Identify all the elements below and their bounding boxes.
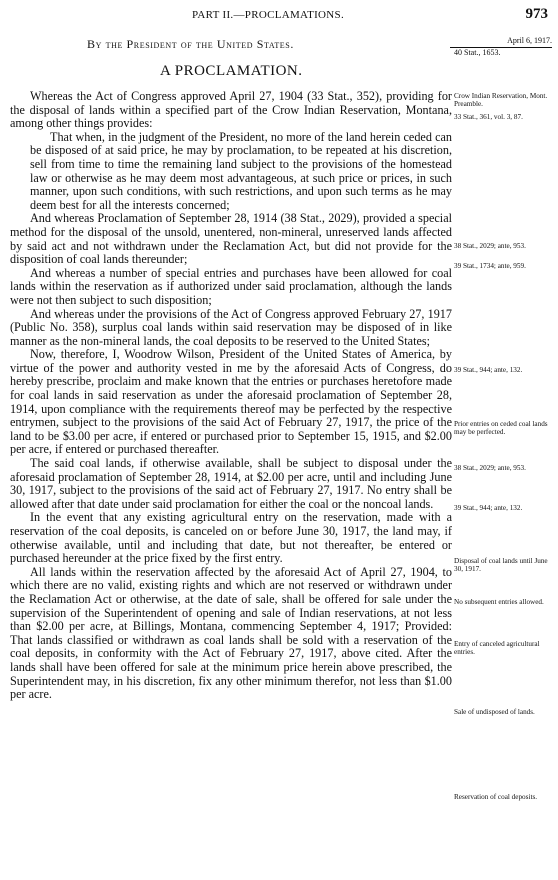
dateline-citation: 40 Stat., 1653.	[454, 48, 501, 57]
paragraph-whereas-1914-proclamation: And whereas Proclamation of September 28, 1914 (38 Stat., 2029), provided a special method for the disposal of the unsold, unentered, non-mineral, unreserved lands affected by said act and not withdrawn under the Reclamation Act, but did not provide for the disposition of coal lands thereunder;	[10, 211, 452, 267]
margin-note: No subsequent entries allowed.	[454, 598, 544, 606]
margin-note: Prior entries on ceded coal lands may be perfected.	[454, 420, 548, 437]
margin-note: 38 Stat., 2029; ante, 953.	[454, 464, 526, 472]
margin-note: Crow Indian Reservation, Mont. Preamble.	[454, 92, 548, 109]
running-header-title: PART II.—PROCLAMATIONS.	[192, 9, 345, 21]
margin-note: Sale of undisposed of lands.	[454, 708, 535, 716]
paragraph-agricultural-entry: In the event that any existing agricultural entry on the reservation, made with a reservation of the coal deposits, is canceled on or before June 30, 1917, the land may, if otherwise available, until and including that date, but not thereafter, be entered or purchased hereunder at the price fixed by the first entry.	[10, 510, 452, 566]
margin-note: 39 Stat., 944; ante, 132.	[454, 366, 523, 374]
paragraph-whereas-special-entries: And whereas a number of special entries and purchases have been allowed for coal lands within the reservation as if authorized under said proclamation, although the lands were not then subject to such disposition;	[10, 265, 452, 307]
margin-note: Reservation of coal deposits.	[454, 793, 538, 801]
margin-note: 39 Stat., 1734; ante, 959.	[454, 262, 526, 270]
margin-note: 33 Stat., 361, vol. 3, 87.	[454, 113, 523, 121]
paragraph-quoted-provision: That when, in the judgment of the President, no more of the land herein ceded can be disposed of at said price, he may by proclamation, to be repeated at his discretion, sell from time to time the remaining land subject to the provisions of the homestead law or otherwise as he may deem most advantageous, at such price or prices, in such manner, upon such conditions, with such restrictions, and upon such terms as he may deem best for all the interests concerned;	[30, 129, 452, 212]
dateline	[450, 36, 552, 58]
paragraph-now-therefore: Now, therefore, I, Woodrow Wilson, President of the United States of America, by virtue of the power and authority vested in me by the aforesaid Acts of Congress, do hereby prescribe, proclaim and make known that the entries or purchases heretofore made for coal lands in said reservation as under the aforesaid proclamation of September 28, 1914, upon compliance with the requirements thereof may be perfected by the respective entrymen, subject to the provisions of the said Act of February 27, 1917, the price of the land to be $3.00 per acre, if entered or purchased prior to September 15, 1915, and $2.00 per acre, if entered or purchased thereafter.	[10, 347, 452, 457]
margin-note: 38 Stat., 2029; ante, 953.	[454, 242, 526, 250]
margin-note: 39 Stat., 944; ante, 132.	[454, 504, 523, 512]
byline: By the President of the United States.	[87, 37, 294, 51]
paragraph-whereas-1917-act: And whereas under the provisions of the Act of Congress approved February 27, 1917 (Public No. 358), surplus coal lands within said reservation may be disposed of in like manner as the non-mineral lands, the coal deposits to be reserved to the United States;	[10, 306, 452, 348]
margin-note: Disposal of coal lands until June 30, 1917.	[454, 557, 548, 574]
dateline-date: April 6, 1917.	[507, 36, 552, 45]
running-header	[0, 6, 558, 26]
paragraph-coal-lands-disposal: The said coal lands, if otherwise available, shall be subject to disposal under the aforesaid proclamation of September 28, 1914, at $2.00 per acre, until and including June 30, 1917, subject to the provisions of the said act of February 27, 1917. No entry shall be allowed after that date under said proclamation for either the coal or the noncoal lands.	[10, 456, 452, 511]
proclamation-body	[10, 90, 452, 702]
paragraph-sale-of-lands: All lands within the reservation affected by the aforesaid Act of April 27, 1904, to which there are no valid, existing rights and which are not reserved or withdrawn under the Reclamation Act or otherwise, at the date of sale, shall be offered for sale under the supervision of the Superintendent of opening and sale of Indian reservations, at not less than $2.00 per acre, at Billings, Montana, commencing September 4, 1917; Provided: That lands classified or withdrawn as coal lands shall be sold with a reservation of the coal deposits, in conformity with the Act of February 27, 1917, above cited. After the lands shall have been offered for sale at the minimum price herein above prescribed, the Superintendent may, in his discretion, fix any other minimum therefor, not less than $1.00 per acre.	[10, 564, 452, 702]
margin-note: Entry of canceled agricultural entries.	[454, 640, 540, 657]
page-number: 973	[525, 6, 548, 22]
paragraph-whereas-1904-act: Whereas the Act of Congress approved April 27, 1904 (33 Stat., 352), providing for the disposal of lands within a specified part of the Crow Indian Reservation, Montana, among other things provides:	[10, 89, 452, 131]
proclamation-title: A PROCLAMATION.	[160, 63, 303, 79]
